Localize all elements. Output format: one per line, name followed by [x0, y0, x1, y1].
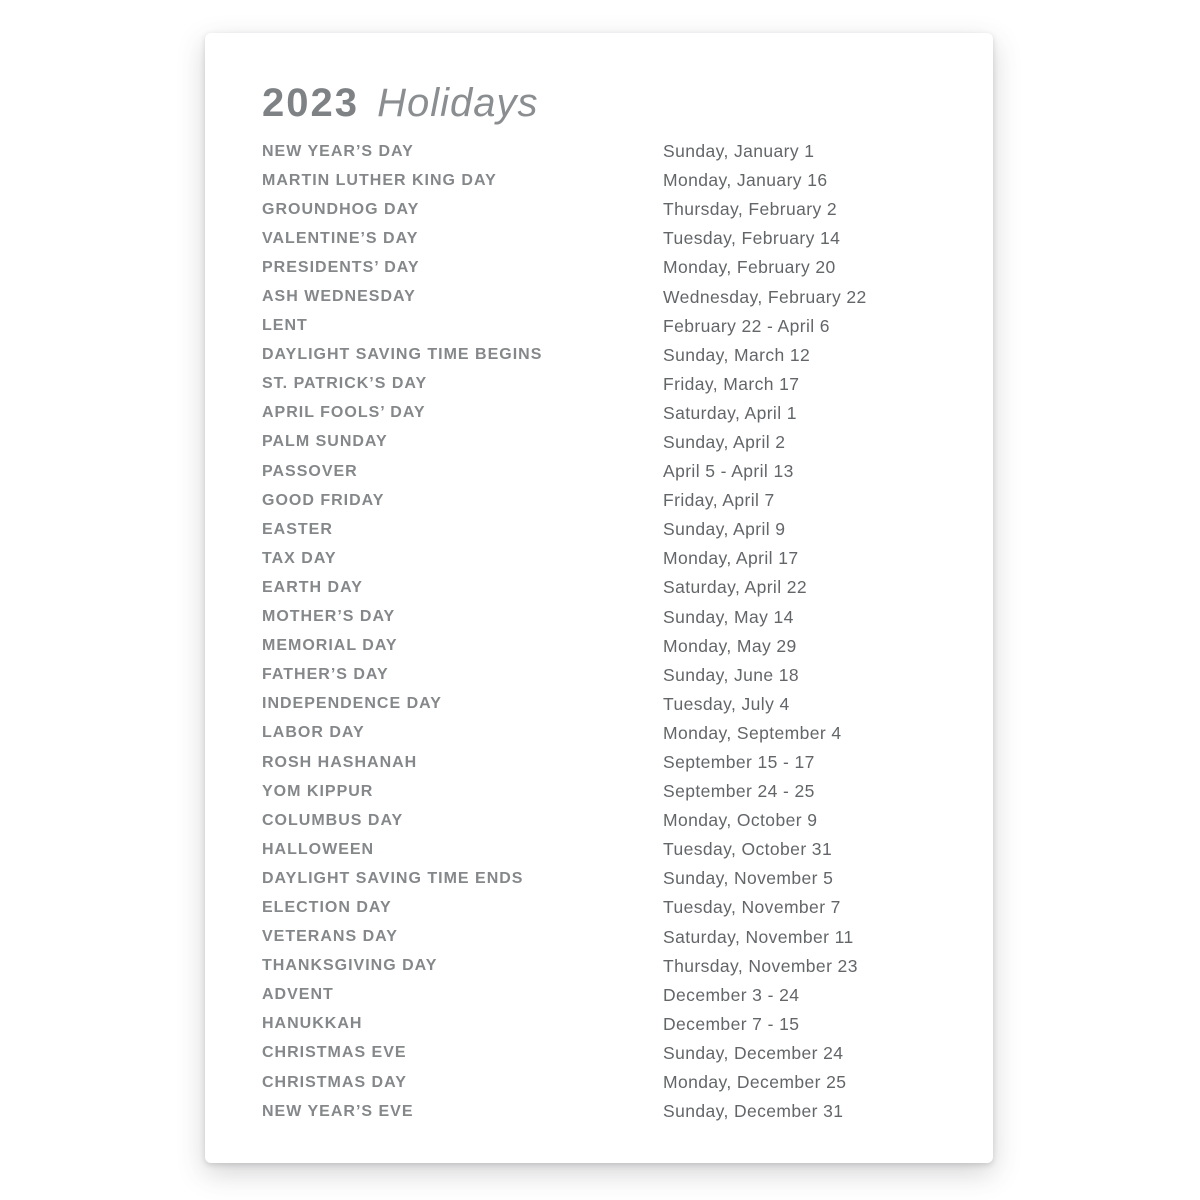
holiday-date: Monday, October 9 [663, 810, 818, 831]
holiday-name: ST. PATRICK’S DAY [262, 375, 428, 393]
list-item [262, 428, 953, 457]
list-item [262, 981, 953, 1010]
holiday-date: Friday, April 7 [663, 490, 775, 511]
list-item [262, 312, 953, 341]
holiday-date: Monday, April 17 [663, 548, 799, 569]
holiday-name: PRESIDENTS’ DAY [262, 258, 420, 276]
holiday-date: Sunday, December 24 [663, 1042, 844, 1063]
holiday-date: Tuesday, November 7 [663, 897, 841, 918]
holiday-date: September 15 - 17 [663, 752, 815, 773]
holiday-name: HALLOWEEN [262, 840, 375, 858]
holiday-date: Tuesday, July 4 [663, 693, 790, 714]
list-item [262, 632, 953, 661]
holiday-date: Sunday, April 9 [663, 519, 786, 540]
holiday-name: FATHER’S DAY [262, 666, 389, 684]
list-item [262, 893, 953, 922]
holiday-name: THANKSGIVING DAY [262, 957, 438, 975]
holiday-list [262, 137, 953, 1126]
holiday-date: Sunday, November 5 [663, 868, 834, 889]
holiday-date: Sunday, January 1 [663, 141, 815, 162]
holiday-name: CHRISTMAS EVE [262, 1044, 407, 1062]
holiday-name: CHRISTMAS DAY [262, 1073, 407, 1091]
holiday-name: PASSOVER [262, 462, 358, 480]
holiday-name: INDEPENDENCE DAY [262, 695, 442, 713]
holiday-name: MEMORIAL DAY [262, 637, 398, 655]
holiday-list-page [205, 33, 993, 1163]
list-item [262, 573, 953, 602]
holiday-date: Sunday, April 2 [663, 431, 786, 452]
holiday-name: ASH WEDNESDAY [262, 288, 416, 306]
holiday-date: Monday, May 29 [663, 635, 797, 656]
list-item [262, 1068, 953, 1097]
holiday-date: April 5 - April 13 [663, 461, 794, 482]
list-item [262, 341, 953, 370]
list-item [262, 137, 953, 166]
holiday-date: Thursday, February 2 [663, 199, 837, 220]
list-item [262, 952, 953, 981]
holiday-name: LABOR DAY [262, 724, 365, 742]
holiday-name: NEW YEAR’S DAY [262, 142, 414, 160]
holiday-name: APRIL FOOLS’ DAY [262, 404, 426, 422]
holiday-name: EASTER [262, 520, 333, 538]
holiday-date: Wednesday, February 22 [663, 286, 867, 307]
holiday-date: Tuesday, February 14 [663, 228, 841, 249]
holiday-name: EARTH DAY [262, 578, 363, 596]
holiday-name: HANUKKAH [262, 1015, 363, 1033]
list-item [262, 253, 953, 282]
list-item [262, 224, 953, 253]
holiday-date: Monday, September 4 [663, 722, 842, 743]
list-item [262, 864, 953, 893]
list-item [262, 603, 953, 632]
holiday-date: Saturday, April 1 [663, 402, 797, 423]
list-item [262, 166, 953, 195]
list-item [262, 282, 953, 311]
holiday-date: Monday, December 25 [663, 1072, 847, 1093]
list-item [262, 777, 953, 806]
holiday-name: GROUNDHOG DAY [262, 200, 420, 218]
holiday-name: COLUMBUS DAY [262, 811, 404, 829]
holiday-name: NEW YEAR’S EVE [262, 1102, 414, 1120]
list-item [262, 923, 953, 952]
list-item [262, 457, 953, 486]
list-item [262, 195, 953, 224]
holiday-date: Saturday, November 11 [663, 926, 854, 947]
holiday-date: Sunday, December 31 [663, 1101, 844, 1122]
list-item [262, 806, 953, 835]
holiday-date: Sunday, March 12 [663, 344, 811, 365]
holiday-date: Thursday, November 23 [663, 955, 858, 976]
list-item [262, 399, 953, 428]
holiday-name: VALENTINE’S DAY [262, 229, 419, 247]
holiday-date: Friday, March 17 [663, 373, 800, 394]
holiday-date: December 7 - 15 [663, 1013, 800, 1034]
holiday-name: ROSH HASHANAH [262, 753, 418, 771]
title-word: Holidays [377, 81, 539, 125]
list-item [262, 1010, 953, 1039]
holiday-date: Monday, February 20 [663, 257, 836, 278]
holiday-name: MARTIN LUTHER KING DAY [262, 171, 497, 189]
holiday-name: DAYLIGHT SAVING TIME ENDS [262, 869, 524, 887]
list-item [262, 835, 953, 864]
holiday-date: Monday, January 16 [663, 170, 828, 191]
holiday-name: VETERANS DAY [262, 928, 398, 946]
holiday-name: GOOD FRIDAY [262, 491, 385, 509]
list-item [262, 661, 953, 690]
list-item [262, 370, 953, 399]
list-item [262, 544, 953, 573]
page-title [262, 79, 953, 127]
holiday-name: TAX DAY [262, 549, 337, 567]
list-item [262, 486, 953, 515]
list-item [262, 748, 953, 777]
title-year: 2023 [262, 81, 359, 125]
holiday-date: Sunday, May 14 [663, 606, 794, 627]
holiday-date: Saturday, April 22 [663, 577, 808, 598]
holiday-name: ELECTION DAY [262, 898, 392, 916]
holiday-name: ADVENT [262, 986, 334, 1004]
holiday-name: YOM KIPPUR [262, 782, 374, 800]
list-item [262, 515, 953, 544]
list-item [262, 1097, 953, 1126]
holiday-date: Tuesday, October 31 [663, 839, 833, 860]
holiday-name: MOTHER’S DAY [262, 608, 396, 626]
holiday-date: December 3 - 24 [663, 984, 800, 1005]
holiday-name: PALM SUNDAY [262, 433, 388, 451]
holiday-name: DAYLIGHT SAVING TIME BEGINS [262, 346, 543, 364]
holiday-name: LENT [262, 317, 308, 335]
list-item [262, 690, 953, 719]
list-item [262, 719, 953, 748]
holiday-date: September 24 - 25 [663, 781, 815, 802]
holiday-date: Sunday, June 18 [663, 664, 800, 685]
holiday-date: February 22 - April 6 [663, 315, 830, 336]
list-item [262, 1039, 953, 1068]
